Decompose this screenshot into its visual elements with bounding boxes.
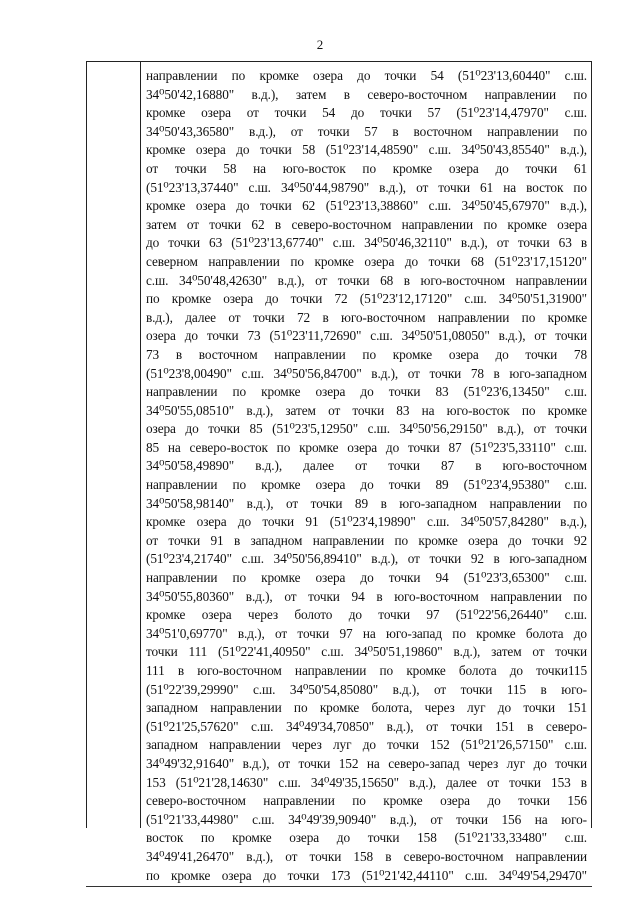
text-line: точки 111 (51⁰22'41,40950" с.ш. 34⁰50'51,19860" в.д.), затем от точки [146, 644, 587, 660]
text-line: 34⁰50'42,16880" в.д.), затем в северо-восточном направлении по [146, 86, 587, 102]
bottom-rule [86, 886, 592, 887]
text-line: кромке озера от точки 54 до точки 57 (51⁰23'14,47970" с.ш. [146, 105, 587, 121]
text-line: 34⁰50'58,98140" в.д.), от точки 89 в юго-западном направлении по [146, 495, 587, 511]
text-line: 85 на северо-восток по кромке озера до точки 87 (51⁰23'5,33110" с.ш. [146, 439, 587, 455]
text-line: кромке озера до точки 62 (51⁰23'13,38860" с.ш. 34⁰50'45,67970" в.д.), [146, 198, 587, 214]
text-line: 34⁰49'32,91640" в.д.), от точки 152 на северо-запад через луг до точки [146, 755, 587, 771]
text-line: кромке озера до точки 91 (51⁰23'4,19890" с.ш. 34⁰50'57,84280" в.д.), [146, 514, 587, 530]
text-line: 34⁰49'41,26470" в.д.), от точки 158 в северо-восточном направлении [146, 848, 587, 864]
text-line: по кромке озера до точки 173 (51⁰21'42,44110" с.ш. 34⁰49'54,29470" [146, 867, 587, 883]
document-table [86, 61, 592, 883]
text-line: (51⁰21'25,57620" с.ш. 34⁰49'34,70850" в.д.), от точки 151 в северо- [146, 718, 587, 734]
boundary-description-cell [146, 67, 587, 885]
text-line: озера до точки 73 (51⁰23'11,72690" с.ш. 34⁰50'51,08050" в.д.), от точки [146, 328, 587, 344]
text-line: озера до точки 85 (51⁰23'5,12950" с.ш. 34⁰50'56,29150" в.д.), от точки [146, 421, 587, 437]
text-line: (51⁰23'13,37440" с.ш. 34⁰50'44,98790" в.д.), от точки 61 на восток по [146, 179, 587, 195]
text-line: 34⁰51'0,69770" в.д.), от точки 97 на юго-запад по кромке болота до [146, 625, 587, 641]
text-line: 111 в юго-восточном направлении по кромке болота до точки115 [146, 663, 587, 678]
text-line: от точки 58 на юго-восток по кромке озера до точки 61 [146, 160, 587, 176]
text-line: направлении по кромке озера до точки 83 (51⁰23'6,13450" с.ш. [146, 384, 587, 400]
text-line: 153 (51⁰21'28,14630" с.ш. 34⁰49'35,15650" в.д.), далее от точки 153 в [146, 774, 587, 790]
text-line: кромке озера до точки 58 (51⁰23'14,48590" с.ш. 34⁰50'43,85540" в.д.), [146, 142, 587, 158]
text-line: 73 в восточном направлении по кромке озера до точки 78 [146, 346, 587, 362]
text-line: северо-восточном направлении по кромке озера до точки 156 [146, 793, 587, 809]
text-line: 34⁰50'43,36580" в.д.), от точки 57 в восточном направлении по [146, 123, 587, 139]
page-number: 2 [316, 37, 324, 52]
text-line: направлении по кромке озера до точки 54 (51⁰23'13,60440" с.ш. [146, 68, 587, 83]
text-line: западном направлении через луг до точки 152 (51⁰21'26,57150" с.ш. [146, 737, 587, 753]
text-line: (51⁰22'39,29990" с.ш. 34⁰50'54,85080" в.д.), от точки 115 в юго- [146, 681, 587, 697]
text-line: 34⁰50'55,80360" в.д.), от точки 94 в юго-восточном направлении по [146, 588, 587, 604]
text-line: восток по кромке озера до точки 158 (51⁰21'33,33480" с.ш. [146, 830, 587, 846]
text-line: направлении по кромке озера до точки 89 (51⁰23'4,95380" с.ш. [146, 477, 587, 493]
text-line: до точки 63 (51⁰23'13,67740" с.ш. 34⁰50'46,32110" в.д.), от точки 63 в [146, 235, 587, 251]
text-line: (51⁰23'8,00490" с.ш. 34⁰50'56,84700" в.д.), от точки 78 в юго-западном [146, 365, 587, 381]
text-line: направлении по кромке озера до точки 94 (51⁰23'3,65300" с.ш. [146, 570, 587, 586]
text-line: (51⁰21'33,44980" с.ш. 34⁰49'39,90940" в.д.), от точки 156 на юго- [146, 811, 587, 827]
text-line: кромке озера через болото до точки 97 (51⁰22'56,26440" с.ш. [146, 607, 587, 623]
column-divider [140, 62, 141, 828]
text-line: северном направлении по кромке озера до точки 68 (51⁰23'17,15120" [146, 253, 587, 269]
text-line: (51⁰23'4,21740" с.ш. 34⁰50'56,89410" в.д.), от точки 92 в юго-западном [146, 551, 587, 567]
text-line: затем от точки 62 в северо-восточном направлении по кромке озера [146, 216, 587, 232]
text-line: от точки 91 в западном направлении по кромке озера до точки 92 [146, 532, 587, 548]
text-line: 34⁰50'58,49890" в.д.), далее от точки 87 в юго-восточном [146, 458, 587, 474]
text-line: западном направлении по кромке болота, через луг до точки 151 [146, 700, 587, 716]
text-line: по кромке озера до точки 72 (51⁰23'12,17120" с.ш. 34⁰50'51,31900" [146, 291, 587, 307]
text-line: 34⁰50'55,08510" в.д.), затем от точки 83 на юго-восток по кромке [146, 402, 587, 418]
text-line: в.д.), далее от точки 72 в юго-восточном направлении по кромке [146, 309, 587, 325]
text-line: с.ш. 34⁰50'48,42630" в.д.), от точки 68 в юго-восточном направлении [146, 272, 587, 288]
